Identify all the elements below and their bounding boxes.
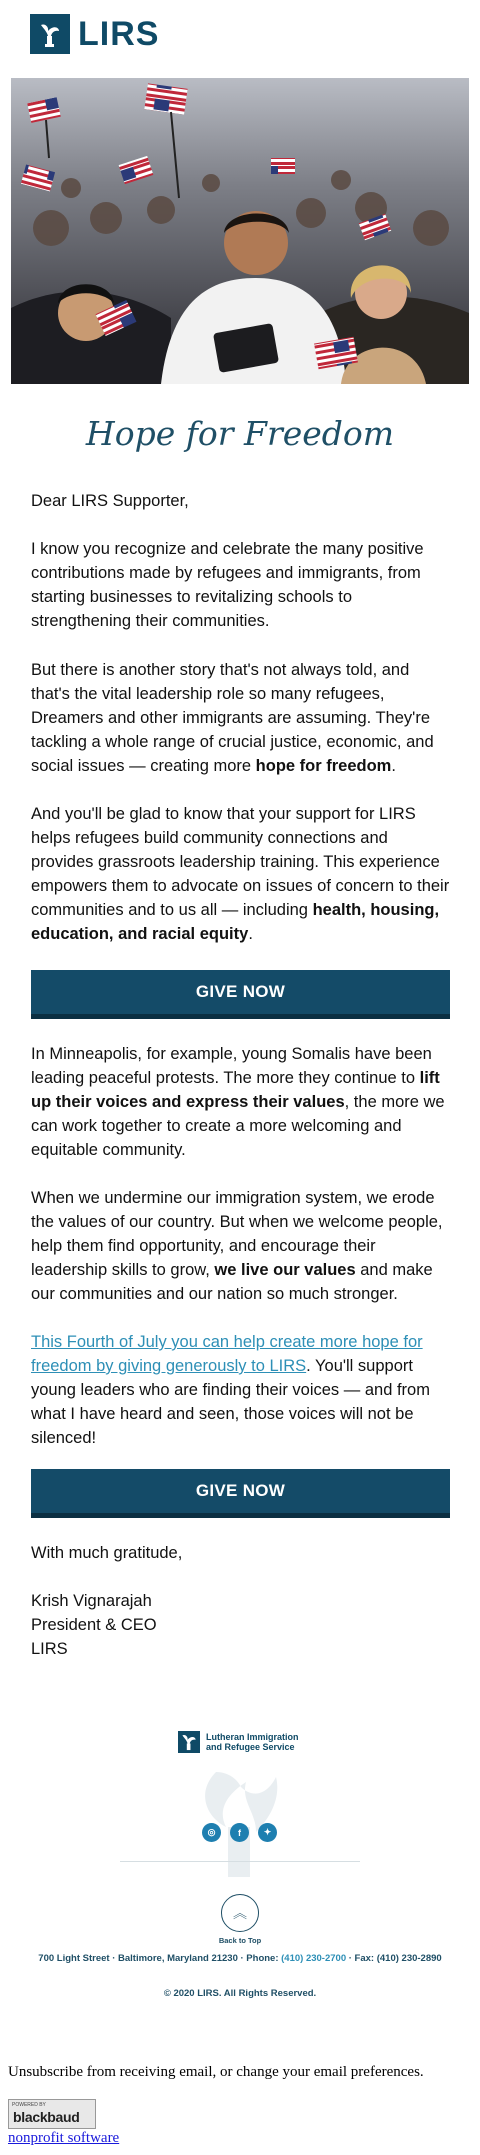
instagram-icon[interactable]: ◎ <box>202 1823 221 1842</box>
back-to-top-button[interactable] <box>221 1894 259 1932</box>
paragraph-3 <box>31 802 451 946</box>
paragraph-3-text: And you'll be glad to know that your support for LIRS helps refugees build community connections and provides grassroots leadership training. This experience empowers them to advocate on issues of concern to their communities and to us all — including <box>31 805 450 919</box>
facebook-icon[interactable]: f <box>230 1823 249 1842</box>
give-now-button[interactable]: GIVE NOW <box>31 970 450 1019</box>
paragraph-5-bold: we live our values <box>214 1261 356 1279</box>
paragraph-4-text: In Minneapolis, for example, young Somalis have been leading peaceful protests. The more they continue to <box>31 1045 432 1087</box>
greeting-text: Dear LIRS Supporter, <box>31 492 189 510</box>
footer-address <box>30 1953 450 1965</box>
copyright: © 2020 LIRS. All Rights Reserved. <box>163 1988 317 1999</box>
phone-link[interactable]: (410) 230-2700 <box>281 1953 347 1964</box>
paragraph-3-end: . <box>248 925 253 943</box>
badge-brand: blackbaud <box>13 2109 80 2125</box>
give-link[interactable]: This Fourth of July you can help create more hope for freedom by giving generously to LIRS <box>31 1333 423 1375</box>
back-to-top-label[interactable]: Back to Top <box>218 1936 262 1945</box>
signature-role: President & CEO <box>31 1616 157 1634</box>
greeting <box>31 489 451 513</box>
nonprofit-software-link[interactable]: nonprofit software <box>8 2130 120 2146</box>
paragraph-6 <box>31 1330 451 1450</box>
paragraph-4 <box>31 1042 451 1162</box>
chevron-double-up-icon: ︽ <box>233 1905 247 1921</box>
paragraph-5-end: and make our communities and our nation so much stronger. <box>31 1261 433 1303</box>
header-logo[interactable] <box>30 12 159 56</box>
signature <box>31 1589 451 1661</box>
closing <box>31 1541 451 1565</box>
social-links <box>202 1823 277 1842</box>
signature-org: LIRS <box>31 1640 68 1658</box>
paragraph-1 <box>31 537 451 633</box>
paragraph-5 <box>31 1186 451 1306</box>
hero-image <box>11 78 469 384</box>
page-title: Hope for Freedom <box>85 414 395 453</box>
give-now-button-2[interactable]: GIVE NOW <box>31 1469 450 1518</box>
unsubscribe-link[interactable]: Unsubscribe from receiving email, or change your email preferences. <box>8 2064 424 2080</box>
footer-org-line1: Lutheran Immigration <box>206 1732 299 1742</box>
paragraph-4-bold: lift up their voices and express their values <box>31 1069 440 1111</box>
paragraph-2-end: . <box>391 757 396 775</box>
blackbaud-badge[interactable] <box>8 2099 96 2129</box>
paragraph-4-end: , the more we can work together to create a more welcoming and equitable community. <box>31 1093 445 1159</box>
flame-watermark-icon <box>186 1762 296 1882</box>
footer-logo[interactable] <box>178 1731 299 1753</box>
footer-org-line2: and Refugee Service <box>206 1742 295 1752</box>
address-text: 700 Light Street · Baltimore, Maryland 21230 · Phone: <box>38 1953 282 1964</box>
paragraph-5-text: When we undermine our immigration system, we erode the values of our country. But when we welcome people, help them find opportunity, and encourage their leadership skills to grow, <box>31 1189 443 1279</box>
paragraph-2 <box>31 658 451 778</box>
torch-icon <box>30 14 70 54</box>
footer-divider <box>120 1861 360 1862</box>
paragraph-3-bold: health, housing, education, and racial equity <box>31 901 440 943</box>
paragraph-2-bold: hope for freedom <box>255 757 392 775</box>
closing-text: With much gratitude, <box>31 1544 183 1562</box>
paragraph-2-text: But there is another story that's not always told, and that's the vital leadership role so many refugees, Dreamers and other immigrants are assuming. They're tackling a whole range of crucial justice, economic, and social issues — creating more <box>31 661 434 775</box>
signature-name: Krish Vignarajah <box>31 1592 152 1610</box>
badge-powered: POWERED BY <box>12 2102 46 2108</box>
paragraph-6-end: . You'll support young leaders who are finding their voices — and from what I have heard and seen, those voices will not be silenced! <box>31 1357 430 1447</box>
footer-org-name <box>206 1732 299 1752</box>
twitter-icon[interactable]: ✦ <box>258 1823 277 1842</box>
footer-torch-icon <box>178 1731 200 1753</box>
fax-text: · Fax: (410) 230-2890 <box>346 1953 442 1964</box>
paragraph-1-text: I know you recognize and celebrate the many positive contributions made by refugees and immigrants, from starting businesses to revitalizing schools to strengthening their communities. <box>31 540 424 630</box>
brand-name: LIRS <box>78 14 160 53</box>
